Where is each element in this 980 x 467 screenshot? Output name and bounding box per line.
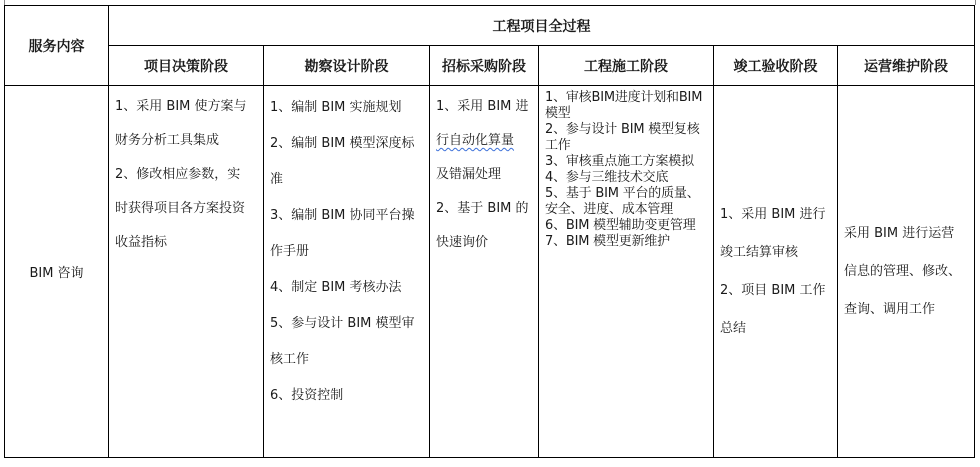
cell-line: 1、审核BIM进度计划和BIM (545, 90, 703, 105)
cell-line: 总结 (720, 320, 747, 336)
cell-line: 模型 (545, 106, 571, 121)
cell-line: 6、BIM 模型辅助变更管理 (545, 218, 696, 233)
cell-line: 财务分析工具集成 (115, 133, 220, 148)
phase-header-operation: 运营维护阶段 (838, 46, 975, 86)
cell-line: 1、采用 BIM 进行 (720, 206, 826, 222)
cell-construction (539, 86, 714, 458)
cell-line: 工作 (545, 138, 571, 153)
phase-header-design: 勘察设计阶段 (264, 46, 430, 86)
service-cell: BIM 咨询 (5, 86, 109, 458)
cell-line: 及错漏处理 (436, 167, 502, 182)
cell-line: 采用 BIM 进行运营 (844, 225, 955, 241)
cell-line: 作手册 (270, 244, 310, 259)
cell-line: 3、编制 BIM 协同平台操 (270, 208, 415, 223)
cell-line: 1、编制 BIM 实施规划 (270, 100, 402, 115)
cell-line: 7、BIM 模型更新维护 (545, 234, 670, 249)
cell-decision (109, 86, 264, 458)
cell-design (264, 86, 430, 458)
cell-line: 行自动化算量 (436, 133, 515, 148)
cell-procurement (430, 86, 539, 458)
cell-line: 竣工结算审核 (720, 244, 799, 260)
cell-line: 1、采用 BIM 进 (436, 99, 529, 114)
phase-header-construction: 工程施工阶段 (539, 46, 714, 86)
cell-line: 6、投资控制 (270, 388, 344, 403)
cell-line: 时获得项目各方案投资 (115, 201, 246, 216)
cell-line: 准 (270, 172, 284, 187)
cell-line: 查询、调用工作 (844, 301, 936, 317)
cell-line: 核工作 (270, 352, 310, 367)
cell-line: 2、参与设计 BIM 模型复核 (545, 122, 700, 137)
cell-line: 5、基于 BIM 平台的质量、 (545, 186, 700, 201)
group-header: 工程项目全过程 (109, 6, 975, 46)
cell-line: 快速询价 (436, 235, 489, 250)
cell-line: 4、制定 BIM 考核办法 (270, 280, 402, 295)
phase-header-acceptance: 竣工验收阶段 (714, 46, 838, 86)
cell-line: 收益指标 (115, 235, 168, 250)
phase-header-procurement: 招标采购阶段 (430, 46, 539, 86)
cell-line: 4、参与三维技术交底 (545, 170, 669, 185)
cell-operation (838, 86, 975, 458)
cell-line: 1、采用 BIM 使方案与 (115, 99, 247, 114)
corner-header: 服务内容 (5, 6, 109, 86)
cell-line: 2、基于 BIM 的 (436, 201, 529, 216)
phase-header-decision: 项目决策阶段 (109, 46, 264, 86)
cell-line: 信息的管理、修改、 (844, 263, 962, 279)
cell-line: 5、参与设计 BIM 模型审 (270, 316, 415, 331)
cell-line: 安全、进度、成本管理 (545, 202, 674, 217)
page-corner-mark-right (975, 0, 976, 5)
services-table (4, 5, 975, 458)
cell-acceptance (714, 86, 838, 458)
cell-line: 2、修改相应参数，实 (115, 167, 241, 182)
cell-line: 3、审核重点施工方案模拟 (545, 154, 694, 169)
cell-line: 2、编制 BIM 模型深度标 (270, 136, 415, 151)
cell-line: 2、项目 BIM 工作 (720, 282, 826, 298)
